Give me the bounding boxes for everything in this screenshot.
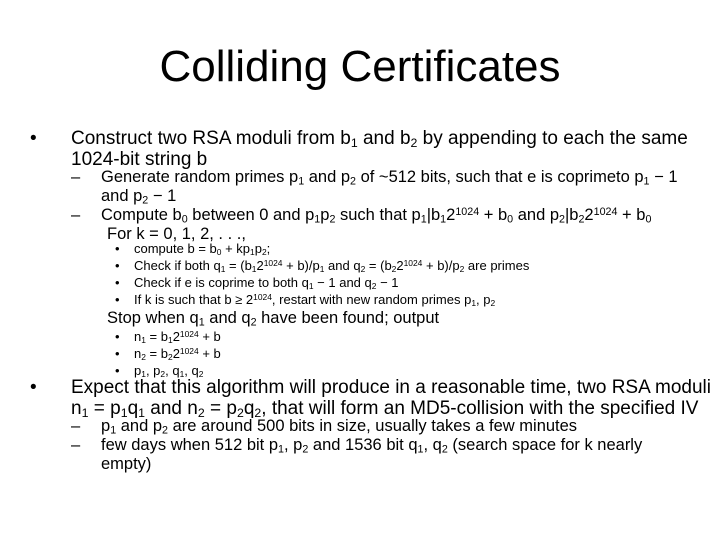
step-check-primes: Check if both $q_1 = (b_12^{1024} + b)/p_1$ and $q_2 = (b_22^{1024} + b)/p_2$ are primes [134,258,530,275]
dash-marker: – [71,417,81,435]
bullet-marker: • [115,363,120,378]
bullet-marker: • [115,292,120,307]
bullet-marker: • [115,258,120,273]
sub-bullet-500-bits: $p_1$ and $p_2$ are around 500 bits in size, usually takes a few minutes [101,417,578,437]
sub-bullet-compute-b0: Compute $b_0$ between 0 and $p_1p_2$ such that $p_1|b_12^{1024} + b_0$ and $p_2|b_22^{1024} + b_0$ For k = 0, 1, 2, . . ., [101,206,652,243]
bullet-marker: • [30,128,37,149]
bullet-construct-moduli: Construct two RSA moduli from $b_1$ and $b_2$ by appending to each the same 1024-bit string b [71,128,688,170]
step-check-coprime: Check if e is coprime to both $q_1 - 1$ and $q_2 - 1$ [134,275,399,292]
bullet-expectation: Expect that this algorithm will produce in a reasonable time, two RSA moduli $n_1 = p_1q_1$ and $n_2 = p_2q_2$, that will form an MD5-collision with the specified IV [71,377,711,421]
step-restart: If k is such that $b \ge 2^{1024}$, restart with new random primes $p_1$, $p_2$ [134,292,496,309]
step-compute-b: compute $b = b_0 + kp_1p_2$; [134,241,271,258]
slide-title: Colliding Certificates [159,42,561,91]
dash-marker: – [71,206,81,224]
dash-marker: – [71,168,81,186]
dash-marker: – [71,436,81,454]
bullet-marker: • [30,377,37,398]
output-n1: $n_1 = b_12^{1024} + b$ [134,329,221,346]
output-n2: $n_2 = b_22^{1024} + b$ [134,346,221,363]
sub-bullet-generate-primes: Generate random primes $p_1$ and $p_2$ of ~512 bits, such that e is coprimeto $p_1 - 1$ and $p_2 - 1$ [101,168,678,207]
sub-bullet-few-days: few days when 512 bit $p_1$, $p_2$ and 1536 bit $q_1$, $q_2$ (search space for k nearly empty) [101,436,643,473]
bullet-marker: • [115,275,120,290]
bullet-marker: • [115,346,120,361]
output-primes: $p_1$, $p_2$, $q_1$, $q_2$ [134,363,204,380]
stop-condition: Stop when $q_1$ and $q_2$ have been found; output [107,309,440,329]
bullet-marker: • [115,329,120,344]
bullet-marker: • [115,241,120,256]
